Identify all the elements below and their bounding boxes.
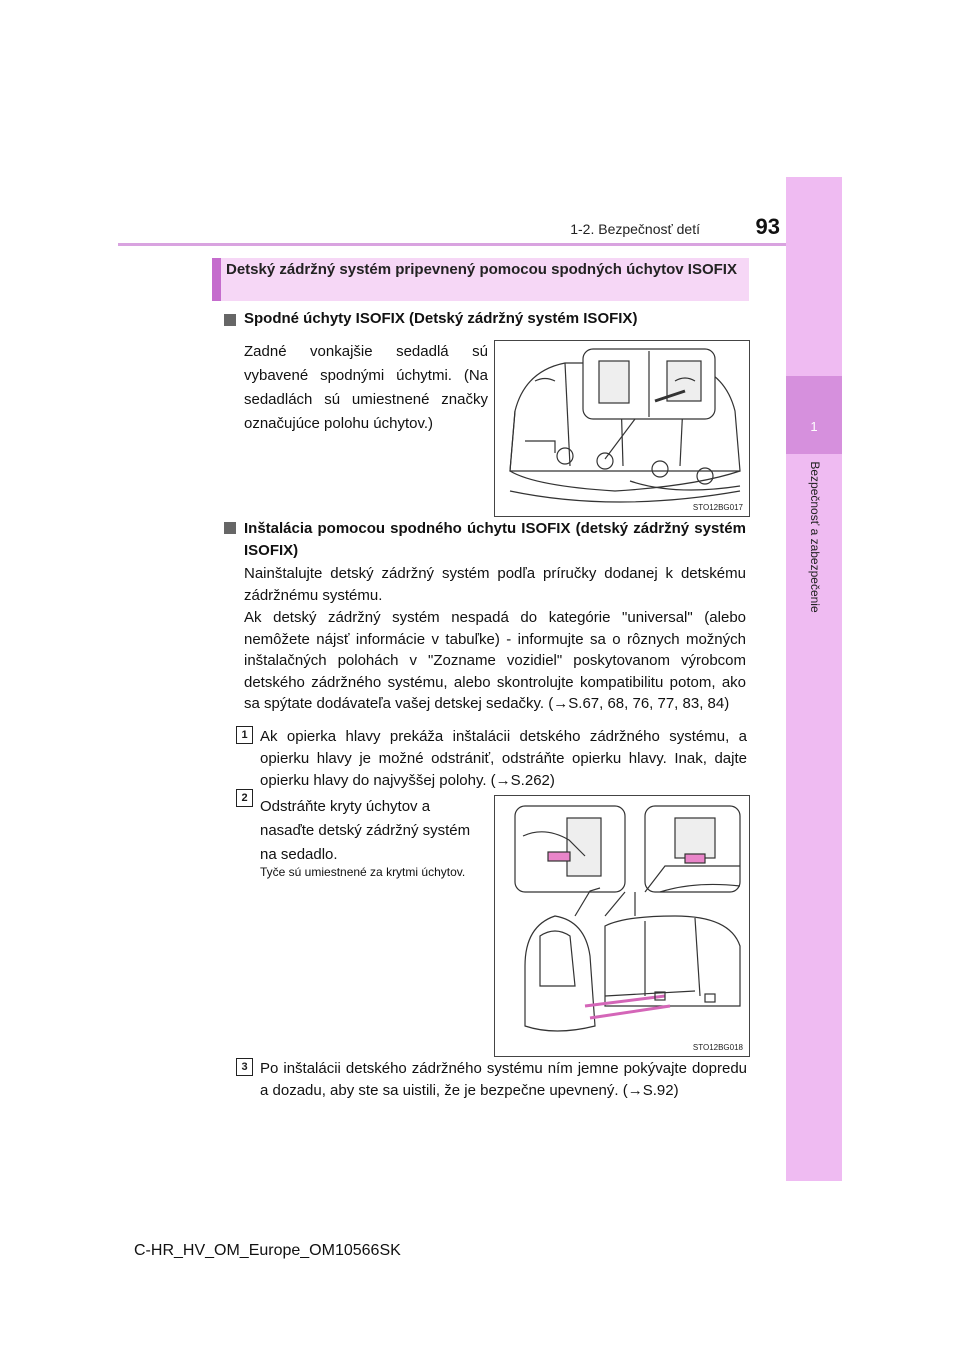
seat-anchors-illustration bbox=[495, 341, 749, 516]
bullet-square-icon bbox=[224, 522, 236, 534]
step-number-box: 2 bbox=[236, 789, 253, 807]
installation-intro-2: Ak detský zádržný systém nespadá do kategórie "universal" (alebo nemôžete nájsť informácie v tabuľke) - informujte sa o rôznych možných inštalačných polohách v "Zozname vozidiel" poskytovanom výrobcom detského zádržného systému, alebo skontrolujte kompatibilitu potom, ako sa spýtate dodávateľa vašej detskej sedačky. (→S.67, 68, 76, 77, 83, 84) bbox=[244, 609, 746, 713]
chapter-number: 1 bbox=[810, 419, 818, 434]
subheading-isofix-installation: Inštalácia pomocou spodného úchytu ISOFIX (detský zádržný systém ISOFIX) bbox=[244, 520, 746, 559]
child-seat-illustration bbox=[495, 796, 749, 1056]
figure-child-seat-installation bbox=[494, 795, 750, 1057]
section-title: 1-2. Bezpečnosť detí bbox=[570, 221, 700, 237]
step-2-text: Odstráňte kryty úchytov a nasaďte detský zádržný systém na sedadlo. bbox=[260, 798, 471, 863]
step-3-text: Po inštalácii detského zádržného systému ním jemne pokývajte dopredu a dozadu, aby ste sa uistili, že je bezpečne upevnený. (→S.92) bbox=[260, 1060, 747, 1099]
isofix-anchors-text: Zadné vonkajšie sedadlá sú vybavené spodnými úchytmi. (Na sedadlách sú umiestnené značky označujúce polohu úchytov.) bbox=[244, 343, 488, 432]
installation-intro-1: Nainštalujte detský zádržný systém podľa príručky dodanej k detskému zádržnému systému. bbox=[244, 565, 746, 604]
figure-code: STO12BG017 bbox=[692, 503, 743, 512]
step-number-box: 1 bbox=[236, 726, 253, 744]
chapter-tab-marker bbox=[786, 376, 842, 454]
chapter-side-tab bbox=[786, 177, 842, 1181]
header-rule bbox=[118, 243, 786, 246]
step-2-note: Tyče sú umiestnené za krytmi úchytov. bbox=[260, 865, 466, 879]
figure-code: STO12BG018 bbox=[692, 1043, 743, 1052]
chapter-title: Bezpečnosť a zabezpečenie bbox=[808, 461, 822, 613]
bullet-square-icon bbox=[224, 314, 236, 326]
banner-title: Detský zádržný systém pripevnený pomocou spodných úchytov ISOFIX bbox=[226, 261, 737, 278]
step-number-box: 3 bbox=[236, 1058, 253, 1076]
step-1-text: Ak opierka hlavy prekáža inštalácii detského zádržného systému, a opierku hlavy je možné odstrániť, odstráňte opierku hlavy. Inak, dajte opierku hlavy do najvyššej polohy. (→S.262) bbox=[260, 728, 747, 789]
document-code: C-HR_HV_OM_Europe_OM10566SK bbox=[134, 1242, 401, 1259]
page-number: 93 bbox=[755, 214, 780, 239]
subheading-isofix-anchors: Spodné úchyty ISOFIX (Detský zádržný systém ISOFIX) bbox=[244, 310, 638, 327]
figure-rear-seat-anchors bbox=[494, 340, 750, 517]
